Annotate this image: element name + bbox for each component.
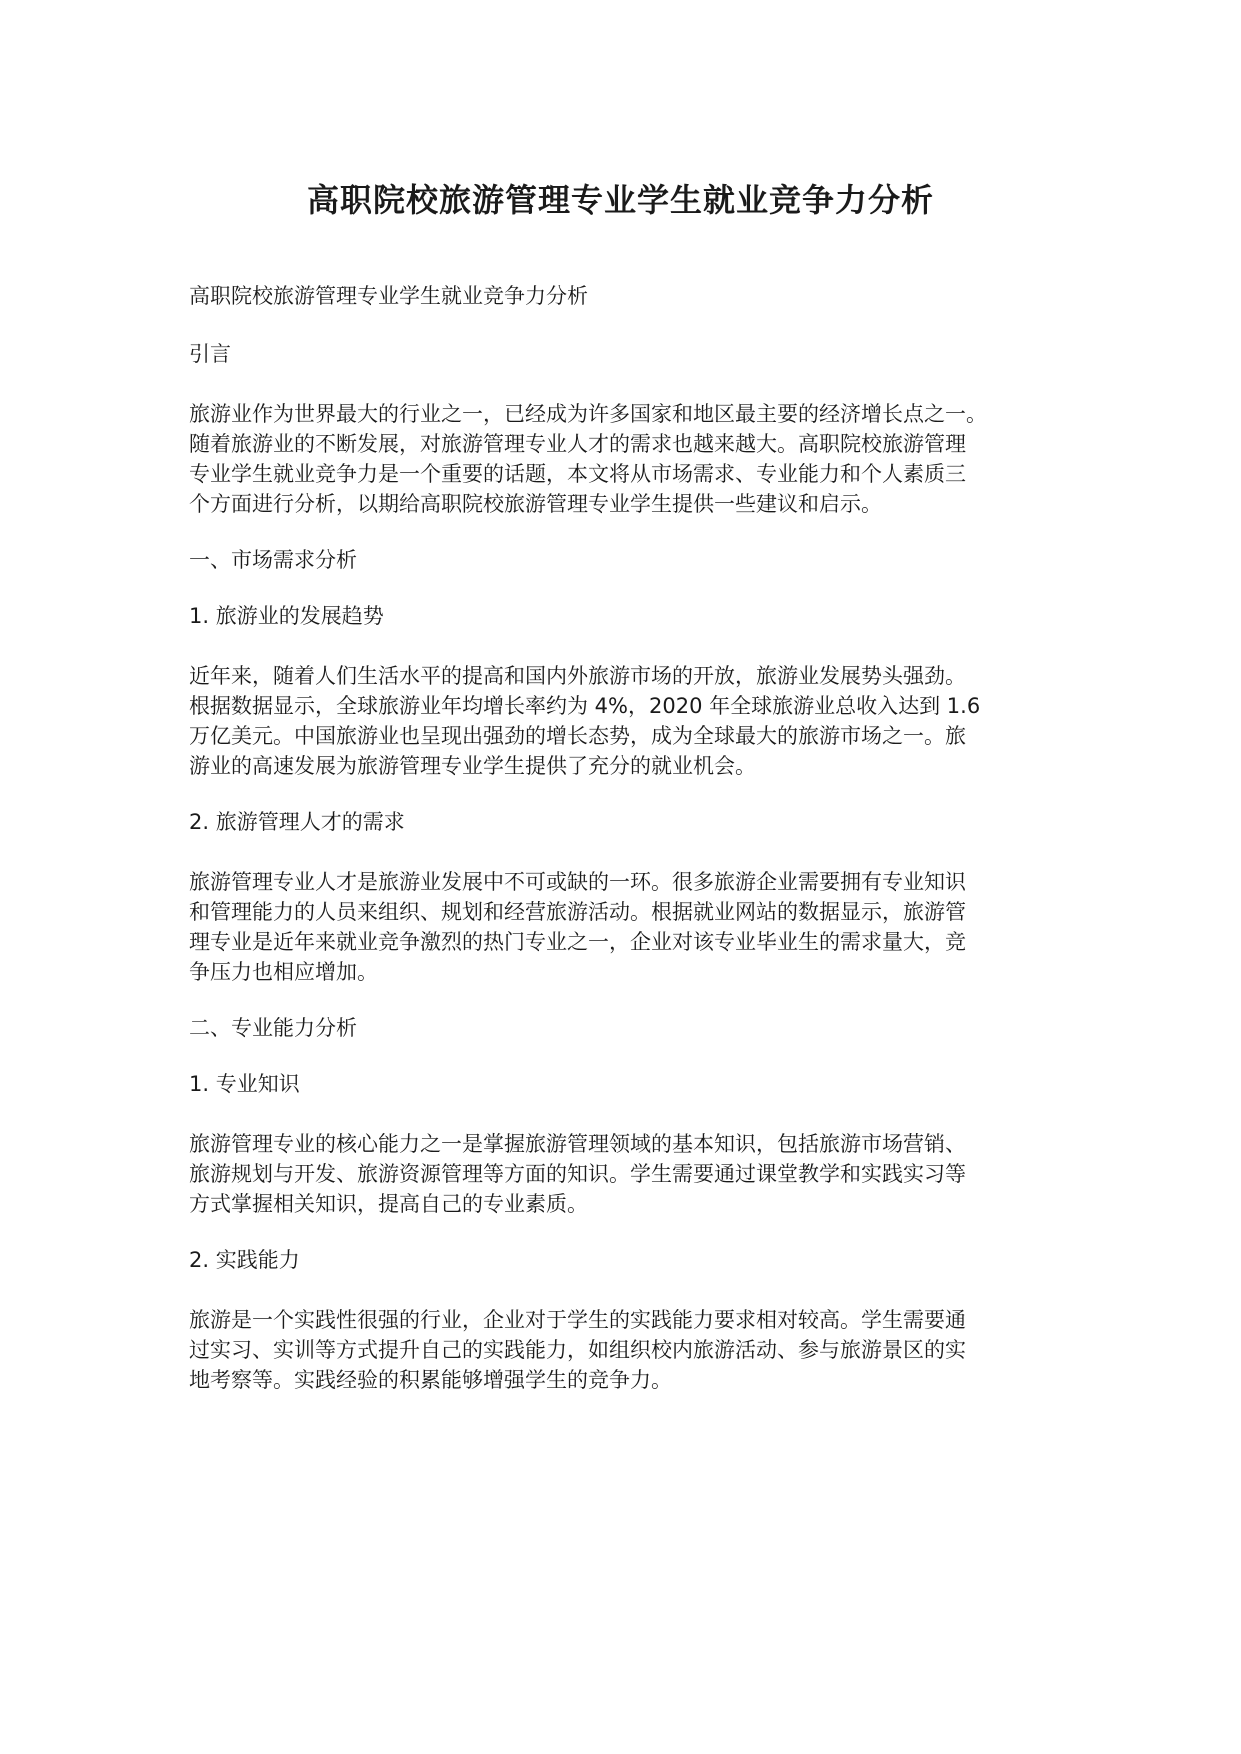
paragraph-line: 和管理能力的人员来组织、规划和经营旅游活动。根据就业网站的数据显示，旅游管 <box>189 900 966 924</box>
paragraph-line: 近年来，随着人们生活水平的提高和国内外旅游市场的开放，旅游业发展势头强劲。 <box>189 664 966 688</box>
section-heading: 二、专业能力分析 <box>189 1016 357 1040</box>
paragraph-line: 旅游规划与开发、旅游资源管理等方面的知识。学生需要通过课堂教学和实践实习等 <box>189 1162 966 1186</box>
paragraph-line: 过实习、实训等方式提升自己的实践能力，如组织校内旅游活动、参与旅游景区的实 <box>189 1338 966 1362</box>
subsection-heading: 1. 旅游业的发展趋势 <box>189 604 384 628</box>
paragraph-line: 旅游管理专业的核心能力之一是掌握旅游管理领域的基本知识，包括旅游市场营销、 <box>189 1132 966 1156</box>
paragraph-line: 争压力也相应增加。 <box>189 960 378 984</box>
subsection-heading: 2. 旅游管理人才的需求 <box>189 810 405 834</box>
subsection-heading: 1. 专业知识 <box>189 1072 300 1096</box>
paragraph-line: 地考察等。实践经验的积累能够增强学生的竞争力。 <box>189 1368 672 1392</box>
body-paragraph <box>189 867 1089 987</box>
body-paragraph <box>189 1305 1089 1395</box>
document-title: 高职院校旅游管理专业学生就业竞争力分析 <box>306 181 934 219</box>
paragraph-line: 万亿美元。中国旅游业也呈现出强劲的增长态势，成为全球最大的旅游市场之一。旅 <box>189 724 966 748</box>
paragraph-line: 游业的高速发展为旅游管理专业学生提供了充分的就业机会。 <box>189 754 756 778</box>
paragraph-line: 方式掌握相关知识，提高自己的专业素质。 <box>189 1192 588 1216</box>
document-subtitle: 高职院校旅游管理专业学生就业竞争力分析 <box>189 284 588 308</box>
intro-heading: 引言 <box>189 342 231 366</box>
paragraph-line: 旅游管理专业人才是旅游业发展中不可或缺的一环。很多旅游企业需要拥有专业知识 <box>189 870 966 894</box>
paragraph-line: 个方面进行分析，以期给高职院校旅游管理专业学生提供一些建议和启示。 <box>189 492 882 516</box>
paragraph-line: 旅游业作为世界最大的行业之一，已经成为许多国家和地区最主要的经济增长点之一。 <box>189 402 987 426</box>
body-paragraph <box>189 1129 1089 1219</box>
paragraph-line: 根据数据显示，全球旅游业年均增长率约为 4%，2020 年全球旅游业总收入达到 1.6 <box>189 694 981 718</box>
paragraph-line: 随着旅游业的不断发展，对旅游管理专业人才的需求也越来越大。高职院校旅游管理 <box>189 432 966 456</box>
paragraph-line: 专业学生就业竞争力是一个重要的话题，本文将从市场需求、专业能力和个人素质三 <box>189 462 966 486</box>
document-body <box>189 281 1089 1395</box>
body-paragraph <box>189 661 1089 781</box>
paragraph-line: 旅游是一个实践性很强的行业，企业对于学生的实践能力要求相对较高。学生需要通 <box>189 1308 966 1332</box>
subsection-heading: 2. 实践能力 <box>189 1248 300 1272</box>
paragraph-line: 理专业是近年来就业竞争激烈的热门专业之一，企业对该专业毕业生的需求量大，竞 <box>189 930 966 954</box>
section-heading: 一、市场需求分析 <box>189 548 357 572</box>
intro-paragraph <box>189 399 1089 519</box>
